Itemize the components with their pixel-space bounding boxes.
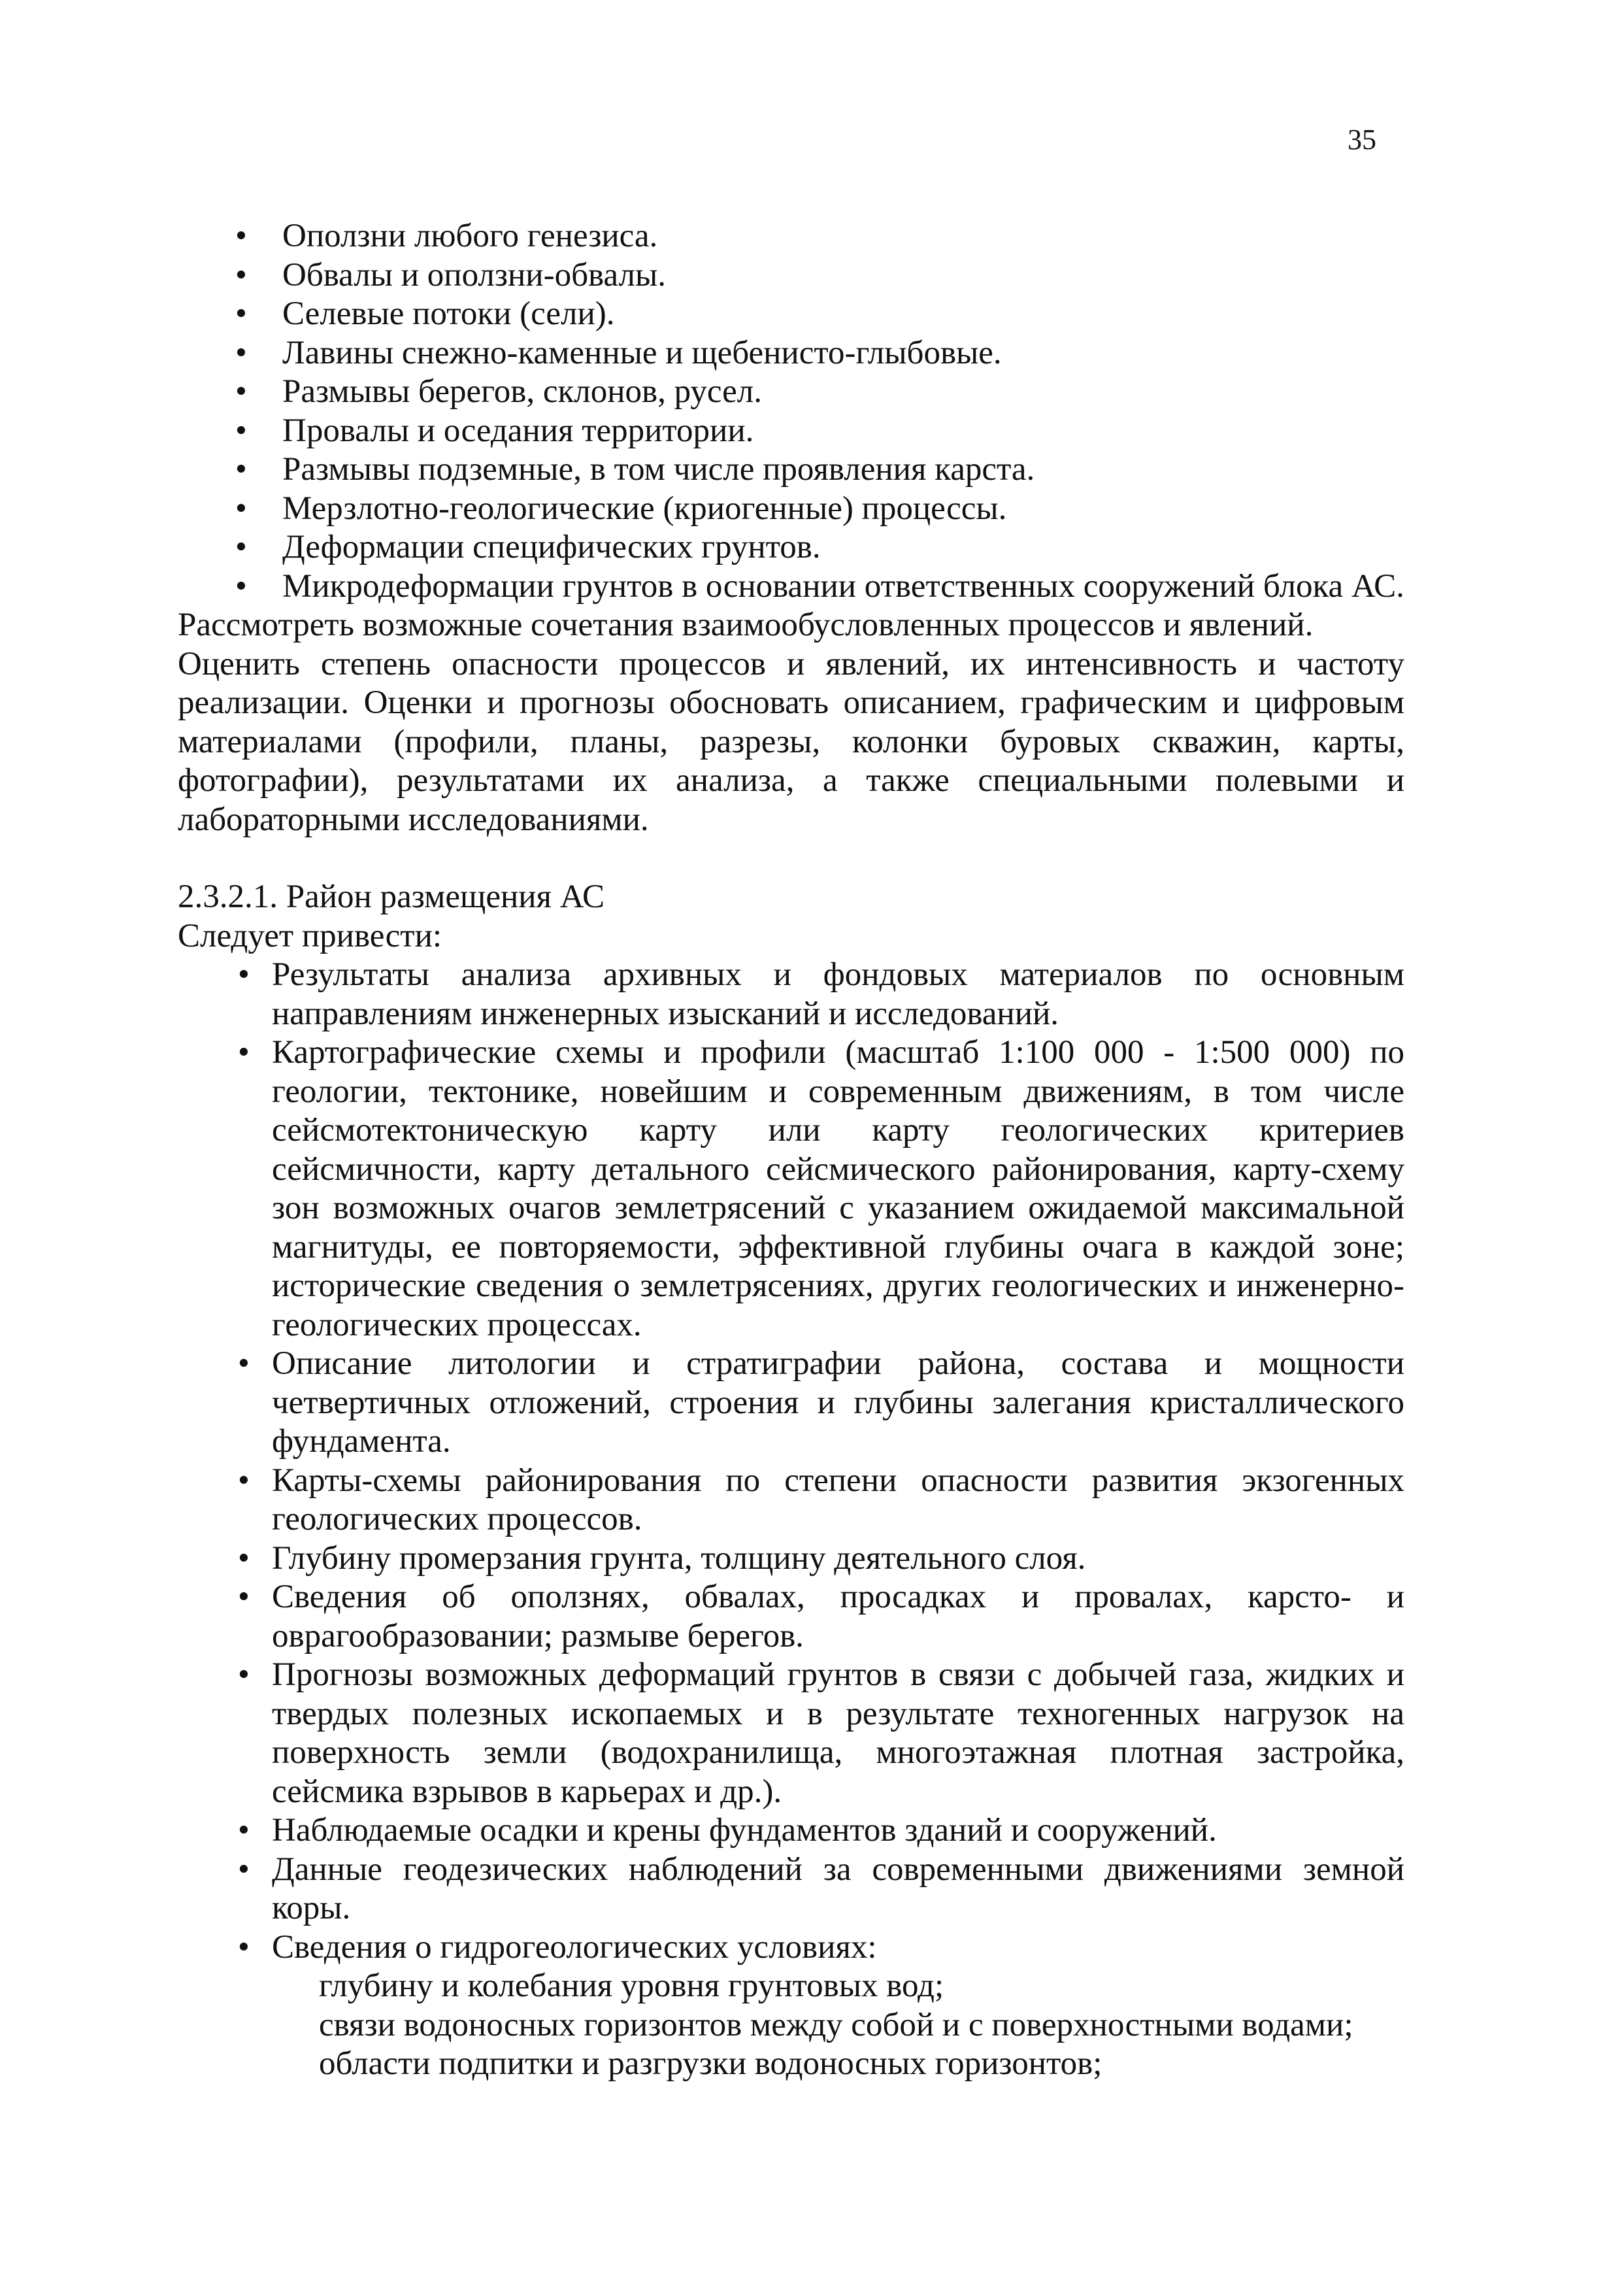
list-item: • Наблюдаемые осадки и крены фундаментов зданий и сооружений. [178, 1811, 1404, 1851]
list-item: • Лавины снежно-каменные и щебенисто-глыбовые. [178, 334, 1404, 373]
hydrogeology-subitems [178, 1967, 1404, 2084]
subitem: глубину и колебания уровня грунтовых вод; [319, 1968, 944, 2004]
page-number: 35 [1348, 124, 1376, 156]
list-item: • Картографические схемы и профили (масштаб 1:100 000 - 1:500 000) по геологии, тектонике, новейшим и современным движениям, в том числе сейсмотектоническую карту или карту геологических критериев сейсмичности, карту детального сейсмического районирования, карту-схему зон возможных очагов землетрясений с указанием ожидаемой максимальной магнитуды, ее повторяемости, эффективной глубины очага в каждой зоне; исторические сведения о землетрясениях, других геологических и инженерно-геологических процессах. [178, 1033, 1404, 1345]
list-item: • Результаты анализа архивных и фондовых материалов по основным направлениям инженерных изысканий и исследований. [178, 956, 1404, 1033]
list-item: • Прогнозы возможных деформаций грунтов в связи с добычей газа, жидких и твердых полезных ископаемых и в результате техногенных нагрузок на поверхность земли (водохранилища, многоэтажная плотная застройка, сейсмика взрывов в карьерах и др.). [178, 1656, 1404, 1811]
list-item: • Оползни любого генезиса. [178, 217, 1404, 256]
section-heading: 2.3.2.1. Район размещения АС [178, 879, 605, 915]
list-item: • Глубину промерзания грунта, толщину деятельного слоя. [178, 1539, 1404, 1579]
list-item: • Обвалы и оползни-обвалы. [178, 256, 1404, 295]
list-item: • Провалы и оседания территории. [178, 412, 1404, 451]
section-intro: Следует привести: [178, 917, 442, 954]
list-item: • Селевые потоки (сели). [178, 295, 1404, 334]
paragraph-combinations [178, 606, 1404, 645]
list-item: • Микродеформации грунтов в основании ответственных сооружений блока АС. [178, 567, 1404, 607]
page-content [178, 217, 1404, 2084]
list-item: • Деформации специфических грунтов. [178, 528, 1404, 567]
list-item: • Карты-схемы районирования по степени опасности развития экзогенных геологических процессов. [178, 1462, 1404, 1539]
list-item: • Размывы берегов, склонов, русел. [178, 373, 1404, 412]
subitem: связи водоносных горизонтов между собой и с поверхностными водами; [319, 2006, 1353, 2043]
paragraph-assessment-text: Оценить степень опасности процессов и явлений, их интенсивность и частоту реализации. Оценки и прогнозы обосновать описанием, графическим и цифровым материалами (профили, планы, разрезы, колонки буровых скважин, карты, фотографии), результатами их анализа, а также специальными полевыми и лабораторными исследованиями. [178, 645, 1404, 838]
list-item: • Сведения об оползнях, обвалах, просадках и провалах, карсто- и оврагообразовании; размыве берегов. [178, 1578, 1404, 1656]
list-item: • Размывы подземные, в том числе проявления карста. [178, 450, 1404, 490]
list-item: • Описание литологии и стратиграфии района, состава и мощности четвертичных отложений, строения и глубины залегания кристаллического фундамента. [178, 1345, 1404, 1462]
list-item: • Сведения о гидрогеологических условиях: [178, 1928, 1404, 1968]
list-item: • Мерзлотно-геологические (криогенные) процессы. [178, 490, 1404, 529]
required-materials-list [178, 956, 1404, 1967]
list-item: • Данные геодезических наблюдений за современными движениями земной коры. [178, 1851, 1404, 1928]
subitem: области подпитки и разгрузки водоносных горизонтов; [319, 2045, 1102, 2082]
paragraph-combinations-text: Рассмотреть возможные сочетания взаимообусловленных процессов и явлений. [178, 607, 1314, 643]
hazard-process-list [178, 217, 1404, 606]
paragraph-assessment [178, 645, 1404, 840]
